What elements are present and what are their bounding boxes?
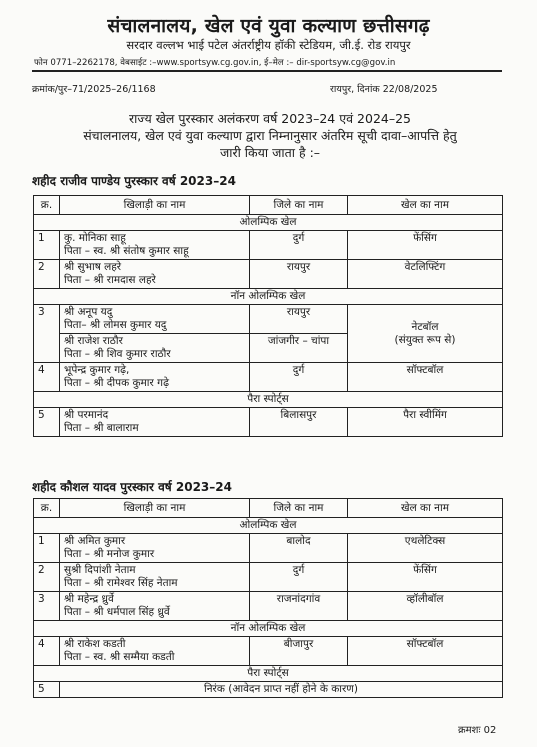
district-cell: राजनांदगांव <box>250 592 348 621</box>
district-cell: जांजगीर – चांपा <box>250 334 348 363</box>
col-sport: खेल का नाम <box>348 196 503 215</box>
category-row <box>34 215 503 231</box>
player-father: पिता– श्री लोमस कुमार यदु <box>64 319 167 331</box>
serial-cell: 2 <box>34 563 60 592</box>
sport-cell: व्हॉलीबॉल <box>348 592 503 621</box>
award-table-1 <box>33 195 503 437</box>
section-2-title: शहीद कौशल यादव पुरस्कार वर्ष 2023–24 <box>32 480 232 494</box>
player-father: पिता – श्री दीपक कुमार गढ़े <box>64 377 169 389</box>
player-cell <box>60 305 250 334</box>
sport-cell: वेटलिफ्टिंग <box>348 260 503 289</box>
category-non-olympic: नॉन ओलम्पिक खेल <box>34 289 503 305</box>
col-serial: क्र. <box>34 196 60 215</box>
department-contact: फोन 0771–2262178, वेबसाईट :–www.sportsyw.cg.gov.in, ई–मेल :– dir-sportsyw.cg@gov.in <box>34 58 396 68</box>
category-non-olympic: नॉन ओलम्पिक खेल <box>34 621 503 637</box>
player-name: श्री राजेश राठौर <box>64 335 123 347</box>
page-continuation: क्रमशः 02 <box>458 725 497 736</box>
serial-cell: 1 <box>34 534 60 563</box>
player-cell <box>60 592 250 621</box>
sport-cell: एथलेटिक्स <box>348 534 503 563</box>
sport-cell: सॉफ्टबॉल <box>348 637 503 666</box>
player-father: पिता – श्री रामेश्वर सिंह नेताम <box>64 577 178 589</box>
player-name: भूपेन्द्र कुमार गढ़े, <box>64 364 130 376</box>
district-cell: बालोद <box>250 534 348 563</box>
district-cell: दुर्ग <box>250 231 348 260</box>
serial-cell: 1 <box>34 231 60 260</box>
department-title: संचालनालय, खेल एवं युवा कल्याण छत्तीसगढ़ <box>107 15 430 37</box>
intro-line-1: राज्य खेल पुरस्कार अलंकरण वर्ष 2023–24 एवं 2024–25 <box>128 111 412 126</box>
serial-cell: 5 <box>34 408 60 437</box>
table-row <box>34 534 503 563</box>
table-row <box>34 305 503 334</box>
notice-intro <box>20 110 520 161</box>
player-father: पिता – श्री मनोज कुमार <box>64 548 155 560</box>
col-district: जिले का नाम <box>250 196 348 215</box>
serial-cell: 4 <box>34 637 60 666</box>
player-name: कु. मोनिका साहू <box>64 232 126 244</box>
player-father: पिता – श्री धर्मपाल सिंह ध्रुर्वे <box>64 606 170 618</box>
reference-number: क्रमांक/पुर–71/2025–26/1168 <box>32 84 156 95</box>
category-row <box>34 666 503 682</box>
player-father: पिता – श्री बालाराम <box>64 422 139 434</box>
sport-name: नेटबॉल <box>411 320 439 333</box>
player-father: पिता – श्री रामदास लहरे <box>64 274 156 286</box>
player-cell <box>60 231 250 260</box>
player-father: पिता – स्व. श्री संतोष कुमार साहू <box>64 245 189 257</box>
table-row <box>34 682 503 698</box>
district-cell: बिलासपुर <box>250 408 348 437</box>
serial-cell: 3 <box>34 305 60 363</box>
district-cell: दुर्ग <box>250 363 348 392</box>
player-cell <box>60 334 250 363</box>
player-name: श्री महेन्द्र ध्रुर्वे <box>64 593 114 605</box>
category-row <box>34 621 503 637</box>
table-row <box>34 637 503 666</box>
sport-cell: फेंसिंग <box>348 563 503 592</box>
sport-cell: सॉफ्टबॉल <box>348 363 503 392</box>
sport-cell: फेंसिंग <box>348 231 503 260</box>
sport-note: (संयुक्त रूप से) <box>394 333 456 346</box>
player-cell <box>60 260 250 289</box>
player-cell <box>60 363 250 392</box>
col-serial: क्र. <box>34 499 60 518</box>
district-cell: रायपुर <box>250 260 348 289</box>
category-olympic: ओलम्पिक खेल <box>34 518 503 534</box>
reference-date: रायपुर, दिनांक 22/08/2025 <box>330 84 438 95</box>
award-table-2 <box>33 498 503 698</box>
player-father: पिता – स्व. श्री सम्मैया कडती <box>64 651 175 663</box>
player-name: श्री अमित कुमार <box>64 535 126 547</box>
table-row <box>34 260 503 289</box>
intro-line-2: संचालनालय, खेल एवं युवा कल्याण द्वारा निम्नानुसार अंतरिम सूची दावा–आपत्ति हेतु <box>83 128 457 143</box>
col-player: खिलाड़ी का नाम <box>60 499 250 518</box>
district-cell: रायपुर <box>250 305 348 334</box>
serial-cell: 5 <box>34 682 60 698</box>
serial-cell: 4 <box>34 363 60 392</box>
category-row <box>34 518 503 534</box>
player-name: श्री परमानंद <box>64 409 109 421</box>
category-para: पैरा स्पोर्ट्स <box>34 392 503 408</box>
table-row <box>34 592 503 621</box>
category-olympic: ओलम्पिक खेल <box>34 215 503 231</box>
category-row <box>34 289 503 305</box>
player-cell <box>60 637 250 666</box>
table-header <box>34 196 503 215</box>
table-row <box>34 563 503 592</box>
serial-cell: 2 <box>34 260 60 289</box>
col-sport: खेल का नाम <box>348 499 503 518</box>
player-father: पिता – श्री शिव कुमार राठौर <box>64 348 171 360</box>
player-name: श्री अनूप यदु <box>64 306 113 318</box>
col-player: खिलाड़ी का नाम <box>60 196 250 215</box>
player-cell <box>60 563 250 592</box>
intro-line-3: जारी किया जाता है :– <box>219 145 321 160</box>
player-name: श्री राकेश कडती <box>64 638 126 650</box>
table-row <box>34 231 503 260</box>
category-row <box>34 392 503 408</box>
col-district: जिले का नाम <box>250 499 348 518</box>
player-cell <box>60 408 250 437</box>
player-name: सुश्री दिपांशी नेताम <box>64 564 136 576</box>
district-cell: दुर्ग <box>250 563 348 592</box>
no-entry-note: निरंक (आवेदन प्राप्त नहीं होने के कारण) <box>60 682 503 698</box>
section-1-title: शहीद राजीव पाण्डेय पुरस्कार वर्ष 2023–24 <box>32 174 236 188</box>
sport-cell: पैरा स्वीमिंग <box>348 408 503 437</box>
header-divider <box>32 70 502 72</box>
department-address: सरदार वल्लभ भाई पटेल अंतर्राष्ट्रीय हॉकी स्टेडियम, जी.ई. रोड रायपुर <box>126 38 411 52</box>
table-header <box>34 499 503 518</box>
table-row <box>34 363 503 392</box>
table-row <box>34 408 503 437</box>
sport-cell <box>348 305 503 363</box>
player-name: श्री सुभाष लहरे <box>64 261 122 273</box>
category-para: पैरा स्पोर्ट्स <box>34 666 503 682</box>
player-cell <box>60 534 250 563</box>
serial-cell: 3 <box>34 592 60 621</box>
district-cell: बीजापुर <box>250 637 348 666</box>
